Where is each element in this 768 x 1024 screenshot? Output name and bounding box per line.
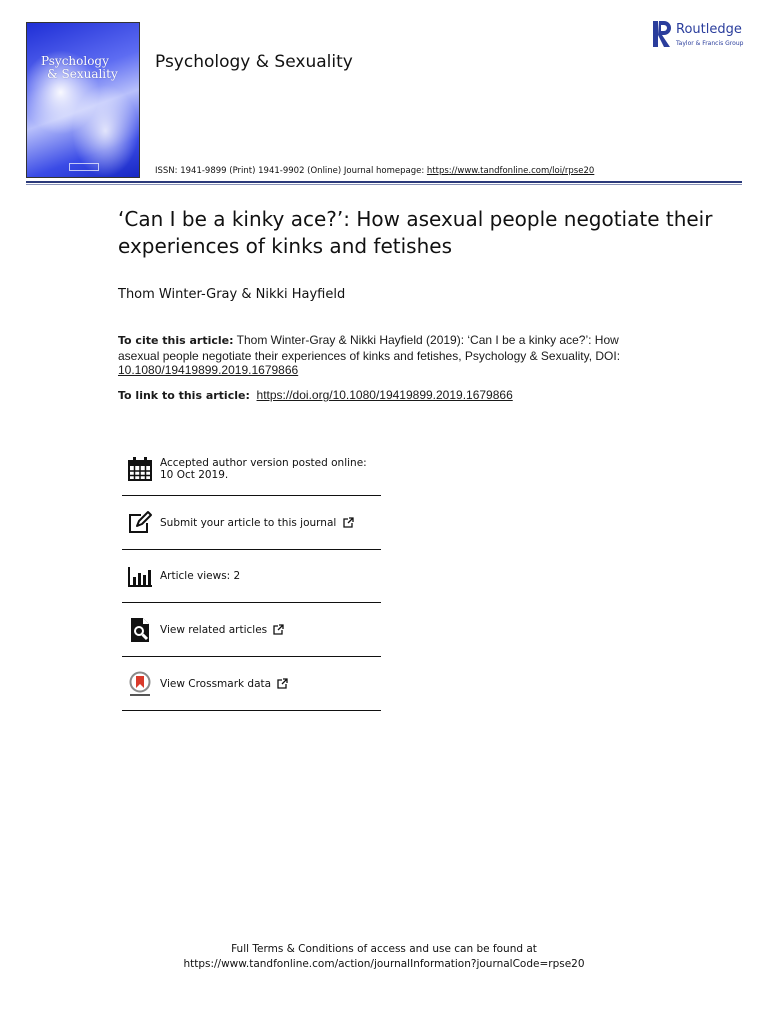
- related-articles-label-wrap: [160, 624, 284, 636]
- accepted-version-row: [122, 442, 381, 496]
- article-doi-link[interactable]: https://doi.org/10.1080/19419899.2019.1679866: [256, 388, 513, 402]
- publisher-group: Taylor & Francis Group: [676, 40, 744, 47]
- external-link-icon: [277, 678, 288, 689]
- link-label: To link to this article:: [118, 389, 250, 402]
- crossmark-icon: [127, 671, 153, 697]
- submit-article-label-wrap: [160, 517, 354, 529]
- journal-name: Psychology & Sexuality: [155, 52, 353, 72]
- crossmark-text: View Crossmark data: [160, 677, 272, 690]
- bar-chart-icon: [127, 563, 153, 589]
- calendar-icon: [127, 456, 153, 482]
- header-divider: [26, 181, 742, 183]
- issn-text: ISSN: 1941-9899 (Print) 1941-9902 (Online) Journal homepage:: [155, 166, 427, 176]
- cite-label: To cite this article:: [118, 334, 234, 347]
- cover-title: [41, 55, 137, 81]
- cite-doi-link[interactable]: 10.1080/19419899.2019.1679866: [118, 363, 299, 377]
- search-document-icon: [127, 617, 153, 643]
- crossmark-row[interactable]: [122, 657, 381, 711]
- routledge-logo-icon: [652, 20, 672, 48]
- article-authors: Thom Winter-Gray & Nikki Hayfield: [118, 287, 346, 302]
- external-link-icon: [273, 624, 284, 635]
- article-info-list: [122, 442, 381, 711]
- citation-block: [118, 333, 638, 378]
- external-link-icon: [343, 517, 354, 528]
- cite-text: Thom Winter-Gray & Nikki Hayfield (2019): ‘Can I be a kinky ace?’: How asexual people negotiate their experiences of kinks and fetishes, Psychology & Sexuality, DOI:: [118, 333, 621, 363]
- crossmark-label-wrap: [160, 678, 288, 690]
- header-divider-thin: [26, 184, 742, 185]
- terms-footer: [100, 942, 668, 972]
- article-views-text: Article views: 2: [160, 570, 241, 582]
- article-link-line: [118, 388, 513, 402]
- related-articles-row[interactable]: [122, 603, 381, 657]
- footer-terms-link[interactable]: https://www.tandfonline.com/action/journalInformation?journalCode=rpse20: [183, 958, 585, 970]
- cover-title-line2: & Sexuality: [47, 67, 118, 81]
- related-articles-text: View related articles: [160, 623, 268, 636]
- edit-icon: [127, 510, 153, 536]
- cover-title-line1: Psychology: [41, 54, 109, 68]
- cover-publisher-mark: [69, 163, 99, 171]
- publisher-name: Routledge: [676, 22, 742, 37]
- submit-article-row[interactable]: [122, 496, 381, 550]
- submit-article-text: Submit your article to this journal: [160, 516, 337, 529]
- journal-cover-image: [26, 22, 140, 178]
- article-views-row: [122, 550, 381, 603]
- article-title: ‘Can I be a kinky ace?’: How asexual people negotiate their experiences of kinks and fetishes: [118, 207, 713, 258]
- accepted-version-text: Accepted author version posted online: 10 Oct 2019.: [160, 456, 367, 481]
- journal-homepage-link[interactable]: https://www.tandfonline.com/loi/rpse20: [426, 166, 595, 176]
- footer-line1: Full Terms & Conditions of access and use can be found at: [231, 943, 537, 955]
- issn-line: [155, 166, 594, 176]
